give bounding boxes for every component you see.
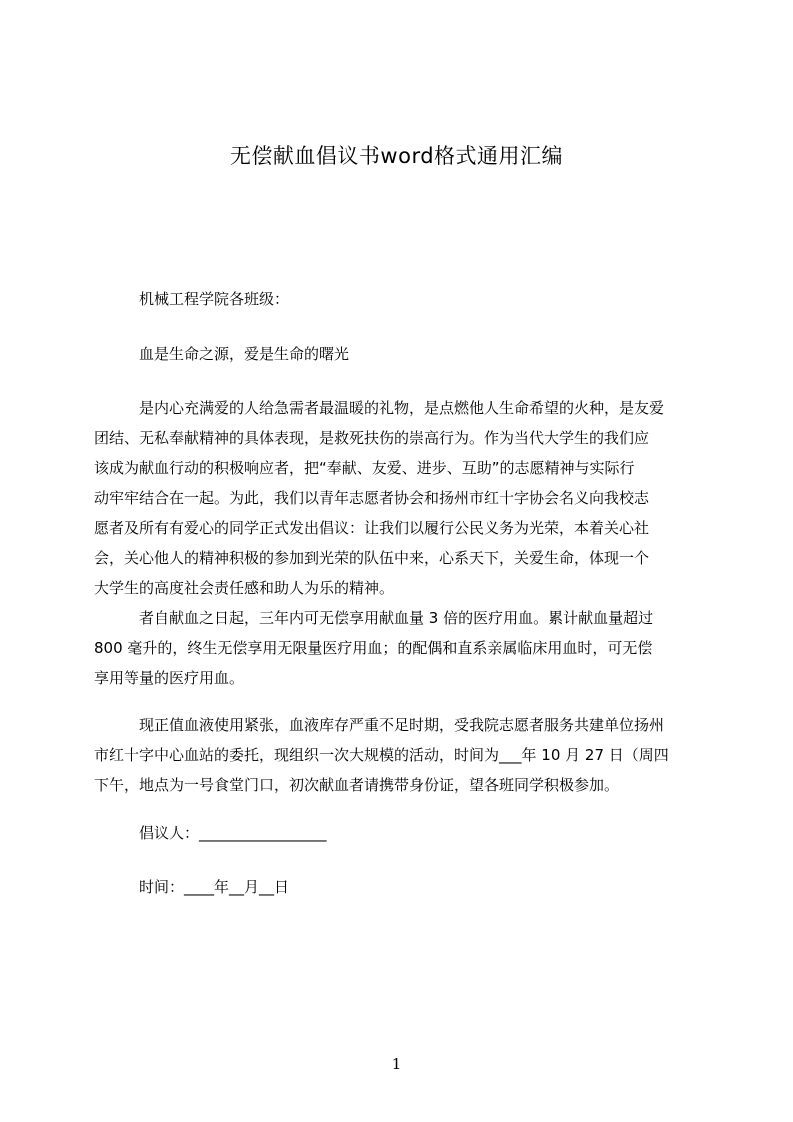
proposer-line: 倡议人：_________________ (139, 824, 327, 842)
paragraph-2-line: 800 毫升的，终生无偿享用无限量医疗用血；的配偶和直系亲属临床用血时，可无偿 (94, 639, 653, 657)
page-number: 1 (391, 1055, 402, 1073)
paragraph-1-line: 该成为献血行动的积极响应者，把“奉献、友爱、进步、互助”的志愿精神与实际行 (94, 459, 635, 477)
paragraph-1-line: 大学生的高度社会责任感和助人为乐的精神。 (94, 579, 395, 597)
paragraph-3 (94, 710, 698, 800)
paragraph-3-line: 现正值血液使用紧张，血液库存严重不足时期，受我院志愿者服务共建单位扬州 (139, 716, 665, 734)
paragraph-2 (94, 603, 698, 693)
salutation: 机械工程学院各班级： (139, 290, 290, 308)
paragraph-3-line: 下午，地点为一号食堂门口，初次献血者请携带身份证，望各班同学积极参加。 (94, 776, 620, 794)
paragraph-1-line: 会，关心他人的精神积极的参加到光荣的队伍中来，心系天下，关爱生命，体现一个 (94, 549, 650, 567)
paragraph-1 (94, 393, 698, 603)
paragraph-3-line: 市红十字中心血站的委托，现组织一次大规模的活动，时间为___年 10 月 27 日（周四 (94, 746, 669, 764)
paragraph-1-line: 团结、无私奉献精神的具体表现，是救死扶伤的崇高行为。作为当代大学生的我们应 (94, 429, 650, 447)
paragraph-1-line: 愿者及所有有爱心的同学正式发出倡议：让我们以履行公民义务为光荣，本着关心社 (94, 519, 650, 537)
paragraph-2-line: 者自献血之日起，三年内可无偿享用献血量 3 倍的医疗用血。累计献血量超过 (139, 609, 654, 627)
paragraph-2-line: 享用等量的医疗用血。 (94, 669, 245, 687)
paragraph-1-line: 动牢牢结合在一起。为此，我们以青年志愿者协会和扬州市红十字协会名义向我校志 (94, 489, 650, 507)
slogan: 血是生命之源，爱是生命的曙光 (139, 345, 350, 363)
paragraph-1-line: 是内心充满爱的人给急需者最温暖的礼物，是点燃他人生命希望的火种，是友爱 (139, 399, 665, 417)
date-line: 时间：____年__月__日 (139, 878, 290, 896)
document-title: 无偿献血倡议书word格式通用汇编 (229, 144, 564, 168)
